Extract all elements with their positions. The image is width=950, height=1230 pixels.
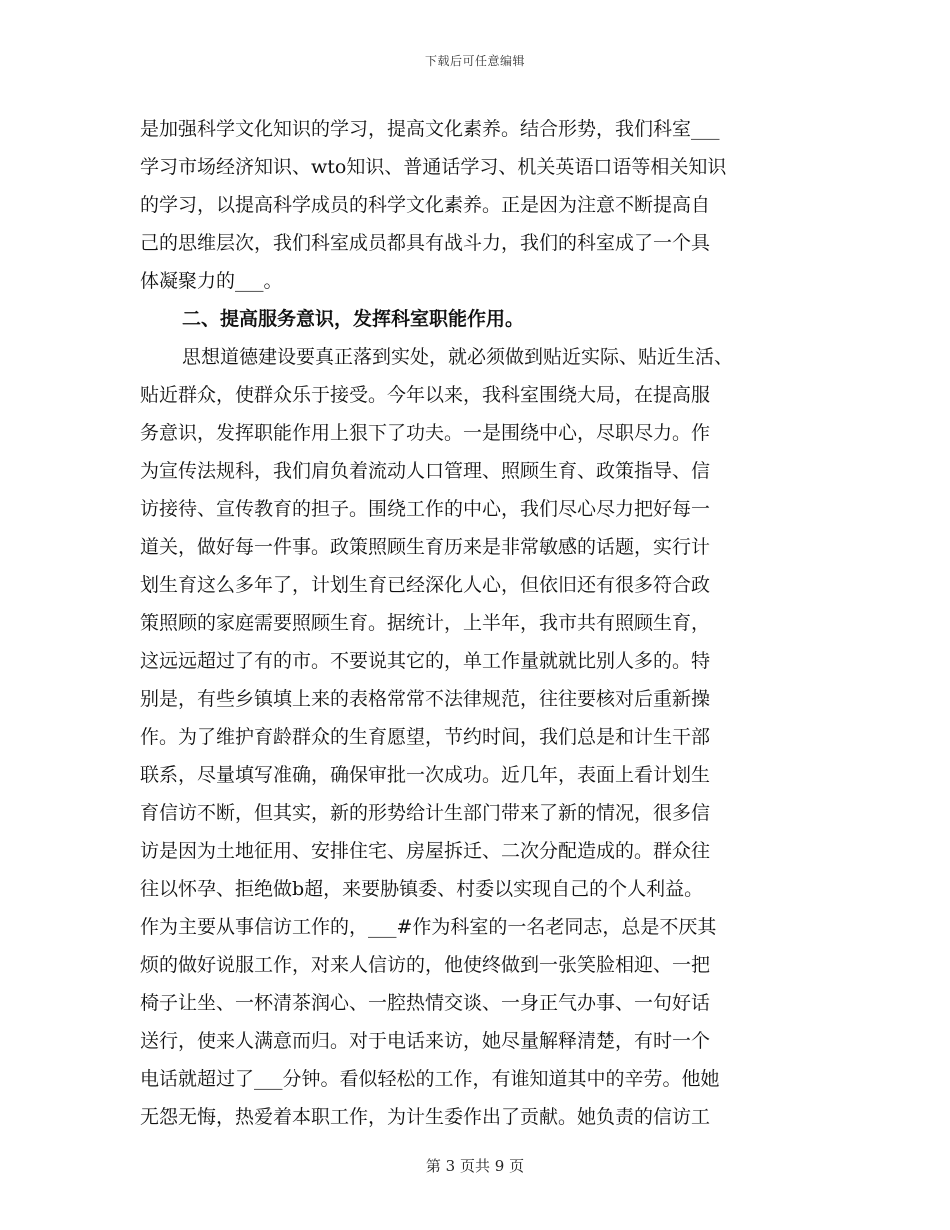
body-line: 电话就超过了___分钟。看似轻松的工作，有谁知道其中的辛劳。他她 bbox=[140, 1068, 720, 1090]
body-line: 椅子让坐、一杯清茶润心、一腔热情交谈、一身正气办事、一句好话 bbox=[140, 992, 711, 1014]
body-line: 烦的做好说服工作，对来人信访的，他使终做到一张笑脸相迎、一把 bbox=[140, 954, 711, 976]
body-line: 无怨无悔，热爱着本职工作，为计生委作出了贡献。她负责的信访工 bbox=[140, 1106, 711, 1128]
body-line: 访是因为土地征用、安排住宅、房屋拆迁、二次分配造成的。群众往 bbox=[140, 840, 711, 862]
body-line: 策照顾的家庭需要照顾生育。据统计，上半年，我市共有照顾生育， bbox=[140, 612, 711, 634]
body-line: 学习市场经济知识、wto知识、普通话学习、机关英语口语等相关知识 bbox=[140, 156, 727, 178]
body-line: 访接待、宣传教育的担子。围绕工作的中心，我们尽心尽力把好每一 bbox=[140, 498, 711, 520]
page-header: 下载后可任意编辑 bbox=[424, 54, 525, 68]
document-body bbox=[140, 110, 820, 1136]
body-line: 务意识，发挥职能作用上狠下了功夫。一是围绕中心，尽职尽力。作 bbox=[140, 422, 711, 444]
body-line: 为宣传法规科，我们肩负着流动人口管理、照顾生育、政策指导、信 bbox=[140, 460, 711, 482]
body-line: 贴近群众，使群众乐于接受。今年以来，我科室围绕大局，在提高服 bbox=[140, 384, 711, 406]
body-line: 是加强科学文化知识的学习，提高文化素养。结合形势，我们科室___ bbox=[140, 118, 720, 140]
body-line: 别是，有些乡镇填上来的表格常常不法律规范，往往要核对后重新操 bbox=[140, 688, 711, 710]
body-line: 的学习，以提高科学成员的科学文化素养。正是因为注意不断提高自 bbox=[140, 194, 711, 216]
body-line: 己的思维层次，我们科室成员都具有战斗力，我们的科室成了一个具 bbox=[140, 232, 711, 254]
body-line: 划生育这么多年了，计划生育已经深化人心，但依旧还有很多符合政 bbox=[140, 574, 711, 596]
body-line: 联系，尽量填写准确，确保审批一次成功。近几年，表面上看计划生 bbox=[140, 764, 711, 786]
body-line: 送行，使来人满意而归。对于电话来访，她尽量解释清楚，有时一个 bbox=[140, 1030, 711, 1052]
body-line: 育信访不断，但其实，新的形势给计生部门带来了新的情况，很多信 bbox=[140, 802, 711, 824]
page-footer: 第 3 页共 9 页 bbox=[425, 1157, 525, 1175]
body-line: 作为主要从事信访工作的，___#作为科室的一名老同志，总是不厌其 bbox=[140, 916, 717, 938]
body-line: 这远远超过了有的市。不要说其它的，单工作量就就比别人多的。特 bbox=[140, 650, 711, 672]
body-line: 道关，做好每一件事。政策照顾生育历来是非常敏感的话题，实行计 bbox=[140, 536, 711, 558]
body-line: 作。为了维护育龄群众的生育愿望，节约时间，我们总是和计生干部 bbox=[140, 726, 711, 748]
body-line: 往以怀孕、拒绝做b超，来要胁镇委、村委以实现自己的个人利益。 bbox=[140, 878, 704, 900]
body-line: 思想道德建设要真正落到实处，就必须做到贴近实际、贴近生活、 bbox=[182, 346, 734, 368]
body-line: 体凝聚力的___。 bbox=[140, 270, 283, 292]
section-heading: 二、提高服务意识，发挥科室职能作用。 bbox=[182, 308, 525, 330]
